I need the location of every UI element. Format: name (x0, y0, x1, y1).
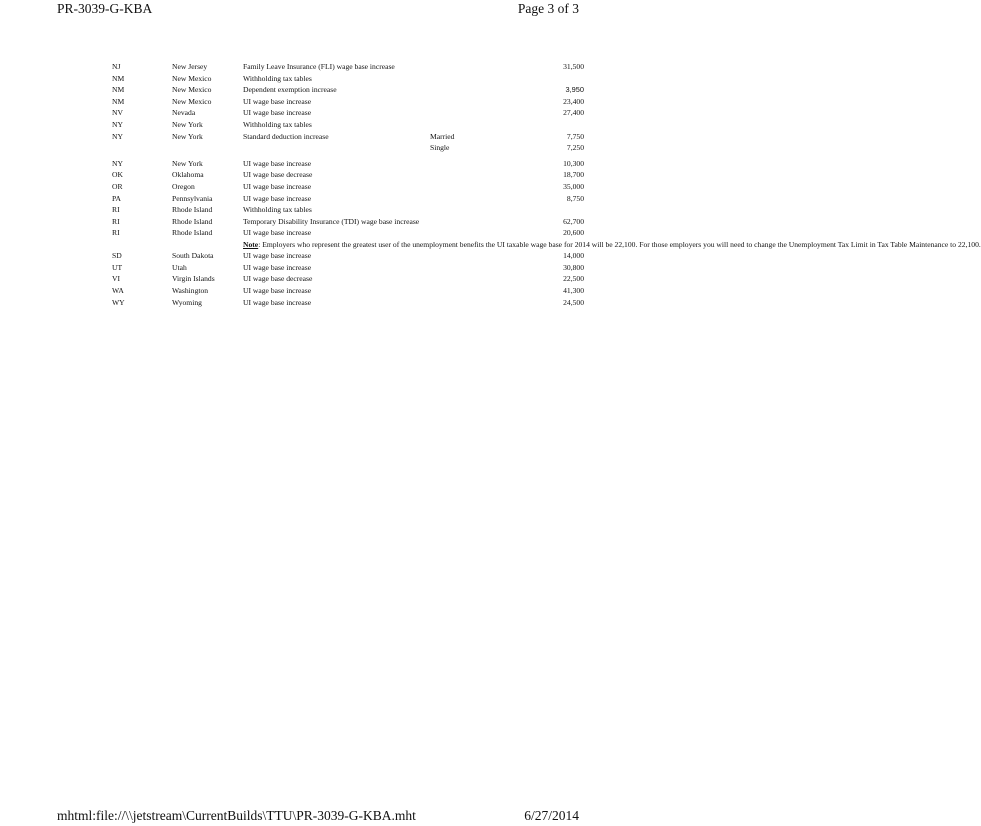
table-row (112, 107, 588, 119)
note-row (112, 239, 588, 250)
state-name: South Dakota (172, 251, 214, 261)
filing-status (430, 84, 518, 96)
filing-status (430, 119, 518, 131)
table-row (112, 119, 588, 131)
state-name: New Jersey (172, 62, 208, 71)
state-name: Nevada (172, 108, 196, 118)
filing-status (430, 73, 518, 85)
table-row (112, 216, 588, 228)
amount: 8,750 (566, 193, 584, 203)
state-abbr: NY (112, 158, 123, 168)
filing-status (430, 169, 518, 181)
amount: 18,700 (563, 170, 584, 180)
amount: 22,500 (563, 274, 584, 284)
state-name: New York (172, 131, 203, 141)
state-abbr: NY (112, 119, 123, 129)
filing-status: Married (430, 131, 455, 141)
table-row (112, 96, 588, 108)
table-row (112, 142, 588, 154)
state-name: Oklahoma (172, 170, 204, 180)
note-text: : Employers who represent the greatest user of the unemployment benefits the UI taxable wage base for 2014 will be 22,100. For those employers you will need to change the Unemployment Tax Limit in Tax Table Maintenance to 22,100. (258, 239, 981, 249)
change-description: Withholding tax tables (243, 119, 312, 129)
table-row (112, 262, 588, 274)
employer-note (243, 239, 981, 250)
state-abbr: RI (112, 216, 120, 226)
state-abbr: NJ (112, 62, 121, 71)
filing-status (430, 285, 518, 297)
change-description: UI wage base increase (243, 262, 312, 272)
filing-status (430, 181, 518, 193)
state-abbr: NV (112, 108, 123, 118)
change-description: Withholding tax tables (243, 73, 312, 83)
table-row (112, 250, 588, 262)
note-label: Note (243, 239, 259, 249)
state-abbr: SD (112, 251, 122, 261)
filing-status (430, 107, 518, 119)
state-name: Oregon (172, 181, 195, 191)
change-description: Family Leave Insurance (FLI) wage base increase (243, 62, 395, 71)
table-row (112, 169, 588, 181)
amount: 31,500 (563, 62, 584, 71)
state-name: New York (172, 119, 203, 129)
amount (518, 119, 588, 131)
change-description: UI wage base increase (243, 108, 312, 118)
table-row (112, 73, 588, 85)
state-name: Wyoming (172, 297, 202, 307)
state-name: Rhode Island (172, 228, 213, 238)
filing-status (430, 193, 518, 205)
amount: 20,600 (563, 228, 584, 238)
state-name: Washington (172, 285, 209, 295)
amount: 27,400 (563, 108, 584, 118)
amount: 7,250 (566, 143, 584, 153)
state-abbr: NY (112, 131, 123, 141)
change-description: Temporary Disability Insurance (TDI) wage base increase (243, 216, 420, 226)
change-description: UI wage base decrease (243, 170, 313, 180)
state-name (172, 142, 243, 154)
state-name: Utah (172, 262, 187, 272)
filing-status (430, 297, 518, 309)
state-abbr: VI (112, 274, 121, 284)
change-description: Standard deduction increase (243, 131, 329, 141)
amount: 24,500 (563, 297, 584, 307)
table-row (112, 154, 588, 170)
amount: 41,300 (563, 285, 584, 295)
state-name: New Mexico (172, 73, 212, 83)
state-name: New Mexico (172, 96, 212, 106)
filing-status (430, 204, 518, 216)
state-abbr: NM (112, 85, 125, 95)
filing-status: Single (430, 143, 450, 153)
change-description (243, 142, 430, 154)
page-number: Page 3 of 3 (517, 1, 579, 16)
change-description: UI wage base increase (243, 285, 312, 295)
state-name: Rhode Island (172, 205, 213, 215)
change-description: UI wage base increase (243, 297, 312, 307)
change-description: UI wage base increase (243, 251, 312, 261)
table-row (112, 273, 588, 285)
state-abbr: UT (112, 262, 123, 272)
print-date: 6/27/2014 (524, 808, 579, 823)
amount: 10,300 (563, 158, 584, 168)
amount (518, 204, 588, 216)
filing-status (430, 96, 518, 108)
state-abbr: OR (112, 181, 123, 191)
change-description: Withholding tax tables (243, 205, 312, 215)
amount: 3,950 (565, 85, 584, 95)
table-row (112, 84, 588, 96)
table-row (112, 61, 588, 73)
amount: 35,000 (563, 181, 584, 191)
state-abbr: RI (112, 205, 120, 215)
table-row (112, 204, 588, 216)
change-description: UI wage base increase (243, 158, 312, 168)
state-name: Pennsylvania (172, 193, 213, 203)
state-abbr: WY (112, 297, 125, 307)
change-description: Dependent exemption increase (243, 85, 337, 95)
file-path: mhtml:file://\\jetstream\CurrentBuilds\TTU\PR-3039-G-KBA.mht (57, 808, 416, 823)
change-description: UI wage base increase (243, 228, 312, 238)
filing-status (430, 61, 518, 73)
table-row (112, 181, 588, 193)
filing-status (430, 227, 518, 239)
table-row (112, 193, 588, 205)
table-row (112, 285, 588, 297)
change-description: UI wage base decrease (243, 274, 313, 284)
amount: 62,700 (563, 216, 584, 226)
filing-status (430, 154, 518, 170)
amount: 23,400 (563, 96, 584, 106)
table-row (112, 227, 588, 239)
state-abbr: NM (112, 73, 125, 83)
change-description: UI wage base increase (243, 193, 312, 203)
state-abbr: RI (112, 228, 120, 238)
change-description: UI wage base increase (243, 181, 312, 191)
document-id: PR-3039-G-KBA (57, 1, 153, 16)
amount: 30,800 (563, 262, 584, 272)
state-name: New Mexico (172, 85, 212, 95)
state-name: New York (172, 158, 203, 168)
state-name: Rhode Island (172, 216, 213, 226)
filing-status (430, 273, 518, 285)
amount (518, 73, 588, 85)
table-row (112, 131, 588, 143)
state-abbr: OK (112, 170, 123, 180)
wage-base-table (112, 61, 981, 308)
amount: 14,000 (563, 251, 584, 261)
state-abbr: PA (112, 193, 122, 203)
filing-status (430, 250, 518, 262)
state-abbr: WA (112, 285, 124, 295)
state-abbr: NM (112, 96, 125, 106)
amount: 7,750 (566, 131, 584, 141)
filing-status (430, 262, 518, 274)
state-name: Virgin Islands (172, 274, 215, 284)
table-row (112, 297, 588, 309)
state-abbr (112, 142, 172, 154)
filing-status (430, 216, 518, 228)
change-description: UI wage base increase (243, 96, 312, 106)
